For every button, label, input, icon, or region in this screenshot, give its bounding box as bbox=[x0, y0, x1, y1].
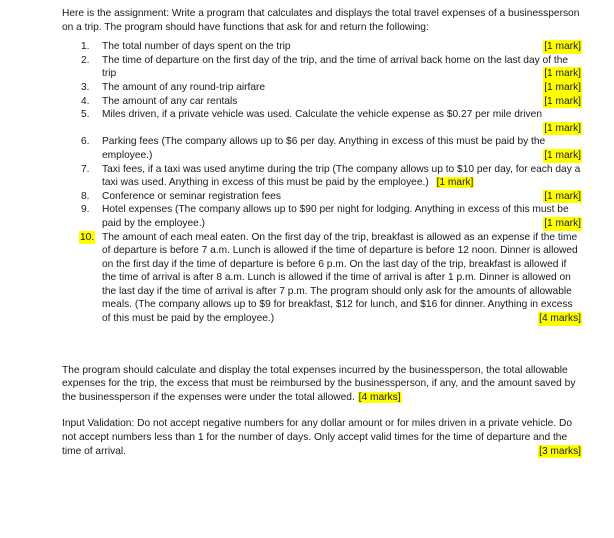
list-item bbox=[81, 135, 582, 162]
list-item bbox=[81, 81, 582, 95]
mark-badge: [1 mark] bbox=[544, 41, 581, 53]
mark-badge: [1 mark] bbox=[544, 95, 581, 107]
mark-badge: [1 mark] bbox=[544, 149, 581, 161]
mark-badge: [1 mark] bbox=[544, 68, 581, 80]
list-item bbox=[81, 54, 582, 81]
assignment-document bbox=[62, 7, 582, 471]
item-text: The amount of any car rentals bbox=[102, 95, 238, 107]
item-number: 6. bbox=[81, 136, 90, 148]
list-item bbox=[81, 95, 582, 109]
item-text: The amount of any round-trip airfare bbox=[102, 81, 266, 93]
item-text: The time of departure on the first day of the trip, and the time of arrival back home on the last day of the trip bbox=[102, 54, 569, 80]
item-number: 7. bbox=[81, 163, 90, 175]
mark-badge: [1 mark] bbox=[544, 217, 581, 229]
item-text: Parking fees (The company allows up to $6 per day. Anything in excess of this must be paid by the employee.) bbox=[102, 136, 546, 161]
list-item bbox=[80, 231, 582, 326]
output-paragraph bbox=[62, 364, 582, 405]
list-item bbox=[81, 203, 582, 230]
mark-badge: [3 marks] bbox=[539, 445, 581, 457]
requirements-list bbox=[62, 40, 582, 325]
validation-paragraph bbox=[62, 417, 582, 458]
item-text: Taxi fees, if a taxi was used anytime during the trip (The company allows up to $10 per day, for each day a taxi was used. Anything in excess of this must be paid by the employee.) bbox=[102, 163, 581, 189]
item-number: 2. bbox=[81, 54, 90, 66]
item-number: 4. bbox=[81, 95, 90, 107]
item-number: 3. bbox=[81, 81, 90, 93]
closing-paragraphs bbox=[62, 364, 582, 459]
item-text: Miles driven, if a private vehicle was used. Calculate the vehicle expense as $0.27 per mile driven bbox=[102, 109, 542, 121]
item-number: 8. bbox=[81, 190, 90, 202]
item-text: Conference or seminar registration fees bbox=[102, 190, 281, 202]
mark-badge: [1 mark] bbox=[544, 81, 581, 93]
item-text: Hotel expenses (The company allows up to $90 per night for lodging. Anything in excess of this must be paid by the employee.) bbox=[102, 204, 569, 229]
output-text: The program should calculate and display the total expenses incurred by the businessperson, the total allowable expenses for the trip, the excess that must be reimbursed by the businessperson, if any, and the amount saved by the businessperson if the expenses were under the total allowed. bbox=[62, 364, 576, 403]
mark-badge: [4 marks] bbox=[539, 313, 581, 325]
mark-badge: [4 marks] bbox=[358, 391, 401, 403]
list-item bbox=[81, 40, 582, 54]
mark-badge: [1 mark] bbox=[436, 177, 474, 189]
item-number: 10. bbox=[80, 231, 95, 243]
validation-text: Input Validation: Do not accept negative numbers for any dollar amount or for miles driven in a private vehicle. Do not accept numbers less than 1 for the number of days. Only accept valid times for the time of departure and the time of arrival. bbox=[62, 418, 573, 457]
item-number: 5. bbox=[81, 109, 90, 121]
list-item bbox=[81, 190, 582, 204]
item-text: The total number of days spent on the trip bbox=[102, 41, 291, 53]
item-text: The amount of each meal eaten. On the first day of the trip, breakfast is allowed as an expense if the time of departure is before 7 a.m. Lunch is allowed if the time of departure is before 12 noon. Dinner is allowed on the first day if the time of departure is before 6 p.m. On the last day of the trip, breakfast is allowed if the time of arrival is after 8 a.m. Lunch is allowed if the time of arrival is after 1 p.m. Dinner is allowed on the last day if the time of arrival is after 7 p.m. The program should only ask for the amounts of allowable meals. (The company allows up to $9 for breakfast, $12 for lunch, and $16 for dinner. Anything in excess of this must be paid by the employee.) bbox=[102, 231, 578, 325]
item-number: 1. bbox=[81, 41, 90, 53]
mark-badge: [1 mark] bbox=[544, 122, 581, 134]
item-number: 9. bbox=[81, 204, 90, 216]
mark-badge: [1 mark] bbox=[544, 190, 581, 202]
intro-paragraph: Here is the assignment: Write a program that calculates and displays the total travel expenses of a businessperson on a trip. The program should have functions that ask for and return the following: bbox=[62, 8, 580, 33]
list-item bbox=[81, 163, 582, 190]
list-item bbox=[81, 108, 582, 135]
